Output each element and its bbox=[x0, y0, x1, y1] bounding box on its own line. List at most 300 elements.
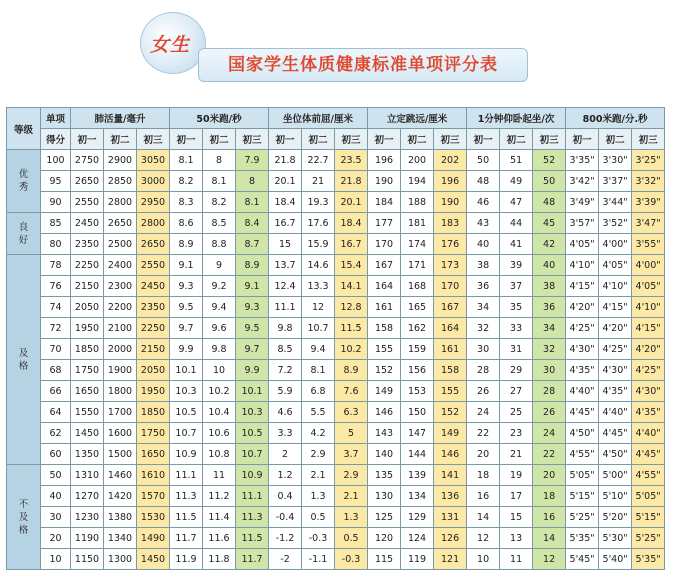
grade-header: 初三 bbox=[434, 129, 467, 150]
value-cell: 21 bbox=[302, 171, 335, 192]
value-cell: 32 bbox=[533, 339, 566, 360]
value-cell: 11.5 bbox=[335, 318, 368, 339]
grade-header: 初二 bbox=[401, 129, 434, 150]
score-cell: 20 bbox=[41, 528, 71, 549]
value-cell: 4.6 bbox=[269, 402, 302, 423]
value-cell: 8.9 bbox=[335, 360, 368, 381]
value-cell: 1750 bbox=[137, 423, 170, 444]
table-row bbox=[7, 549, 665, 570]
value-cell: 2 bbox=[269, 444, 302, 465]
value-cell: 10.7 bbox=[302, 318, 335, 339]
value-cell: 41 bbox=[500, 234, 533, 255]
score-cell: 50 bbox=[41, 465, 71, 486]
value-cell: 1300 bbox=[104, 549, 137, 570]
value-cell: 10.7 bbox=[170, 423, 203, 444]
table-row bbox=[7, 486, 665, 507]
value-cell: 3'42" bbox=[566, 171, 599, 192]
value-cell: 8.9 bbox=[236, 255, 269, 276]
value-cell: 1.3 bbox=[302, 486, 335, 507]
value-cell: 4'20" bbox=[632, 339, 665, 360]
value-cell: 11.1 bbox=[170, 465, 203, 486]
grade-header: 初一 bbox=[269, 129, 302, 150]
value-cell: 4'45" bbox=[566, 402, 599, 423]
value-cell: 8.3 bbox=[170, 192, 203, 213]
value-cell: 4'50" bbox=[599, 444, 632, 465]
value-cell: 9.6 bbox=[203, 318, 236, 339]
table-row bbox=[7, 528, 665, 549]
score-cell: 90 bbox=[41, 192, 71, 213]
value-cell: 1150 bbox=[71, 549, 104, 570]
table-row bbox=[7, 444, 665, 465]
value-cell: 8.1 bbox=[236, 192, 269, 213]
value-cell: 4'45" bbox=[599, 423, 632, 444]
level-label: 不 及 格 bbox=[7, 465, 41, 570]
value-cell: 181 bbox=[401, 213, 434, 234]
value-cell: 47 bbox=[500, 192, 533, 213]
value-cell: 4'05" bbox=[599, 255, 632, 276]
value-cell: 2250 bbox=[137, 318, 170, 339]
level-label: 及 格 bbox=[7, 255, 41, 465]
value-cell: 1.3 bbox=[335, 507, 368, 528]
value-cell: 22 bbox=[533, 444, 566, 465]
value-cell: 10.6 bbox=[203, 423, 236, 444]
value-cell: 1500 bbox=[104, 444, 137, 465]
header-item: 单项 bbox=[41, 108, 71, 129]
value-cell: 1380 bbox=[104, 507, 137, 528]
value-cell: 34 bbox=[467, 297, 500, 318]
value-cell: 26 bbox=[533, 402, 566, 423]
value-cell: 4'05" bbox=[632, 276, 665, 297]
value-cell: 5'35" bbox=[632, 549, 665, 570]
value-cell: 9 bbox=[203, 255, 236, 276]
value-cell: 48 bbox=[533, 192, 566, 213]
value-cell: 11.6 bbox=[203, 528, 236, 549]
value-cell: 1850 bbox=[137, 402, 170, 423]
value-cell: 2400 bbox=[104, 255, 137, 276]
value-cell: 11 bbox=[203, 465, 236, 486]
badge-label: 女生 bbox=[150, 34, 191, 56]
header-level: 等级 bbox=[7, 108, 41, 150]
value-cell: 4'25" bbox=[566, 318, 599, 339]
value-cell: 11.7 bbox=[170, 528, 203, 549]
value-cell: 1310 bbox=[71, 465, 104, 486]
value-cell: 10.1 bbox=[170, 360, 203, 381]
value-cell: 5'10" bbox=[599, 486, 632, 507]
value-cell: 2550 bbox=[71, 192, 104, 213]
value-cell: 2300 bbox=[104, 276, 137, 297]
value-cell: 5'35" bbox=[566, 528, 599, 549]
value-cell: 149 bbox=[434, 423, 467, 444]
value-cell: 190 bbox=[368, 171, 401, 192]
value-cell: 10.1 bbox=[236, 381, 269, 402]
value-cell: 152 bbox=[368, 360, 401, 381]
value-cell: 144 bbox=[401, 444, 434, 465]
value-cell: 46 bbox=[467, 192, 500, 213]
value-cell: 23.5 bbox=[335, 150, 368, 171]
value-cell: 161 bbox=[368, 297, 401, 318]
value-cell: 158 bbox=[368, 318, 401, 339]
score-cell: 74 bbox=[41, 297, 71, 318]
value-cell: 183 bbox=[434, 213, 467, 234]
header bbox=[0, 0, 686, 105]
value-cell: 9.7 bbox=[170, 318, 203, 339]
value-cell: 22.7 bbox=[302, 150, 335, 171]
value-cell: 11.5 bbox=[236, 528, 269, 549]
value-cell: 4'55" bbox=[566, 444, 599, 465]
value-cell: 5.9 bbox=[269, 381, 302, 402]
score-cell: 100 bbox=[41, 150, 71, 171]
value-cell: 12 bbox=[467, 528, 500, 549]
value-cell: 1530 bbox=[137, 507, 170, 528]
value-cell: 25 bbox=[500, 402, 533, 423]
value-cell: 161 bbox=[434, 339, 467, 360]
value-cell: 1750 bbox=[71, 360, 104, 381]
value-cell: 16.7 bbox=[335, 234, 368, 255]
grade-header: 初一 bbox=[566, 129, 599, 150]
value-cell: 38 bbox=[467, 255, 500, 276]
value-cell: 29 bbox=[500, 360, 533, 381]
score-cell: 64 bbox=[41, 402, 71, 423]
level-label: 良 好 bbox=[7, 213, 41, 255]
table-row bbox=[7, 276, 665, 297]
value-cell: 150 bbox=[401, 402, 434, 423]
value-cell: 4'40" bbox=[632, 423, 665, 444]
value-cell: 12 bbox=[533, 549, 566, 570]
table-row bbox=[7, 213, 665, 234]
value-cell: 125 bbox=[368, 507, 401, 528]
value-cell: 11 bbox=[500, 549, 533, 570]
value-cell: 4'20" bbox=[566, 297, 599, 318]
value-cell: 8.7 bbox=[236, 234, 269, 255]
value-cell: 135 bbox=[368, 465, 401, 486]
value-cell: 4'55" bbox=[632, 465, 665, 486]
value-cell: 8.1 bbox=[302, 360, 335, 381]
value-cell: 4'45" bbox=[632, 444, 665, 465]
score-cell: 76 bbox=[41, 276, 71, 297]
value-cell: -0.4 bbox=[269, 507, 302, 528]
score-table bbox=[6, 107, 665, 570]
value-cell: 3'57" bbox=[566, 213, 599, 234]
value-cell: 129 bbox=[401, 507, 434, 528]
value-cell: 177 bbox=[368, 213, 401, 234]
value-cell: 4'00" bbox=[599, 234, 632, 255]
value-cell: 2150 bbox=[137, 339, 170, 360]
value-cell: 14 bbox=[467, 507, 500, 528]
value-cell: 196 bbox=[368, 150, 401, 171]
value-cell: 1420 bbox=[104, 486, 137, 507]
level-label: 优 秀 bbox=[7, 150, 41, 213]
value-cell: 5'15" bbox=[632, 507, 665, 528]
value-cell: 171 bbox=[401, 255, 434, 276]
value-cell: 2550 bbox=[137, 255, 170, 276]
value-cell: 50 bbox=[533, 171, 566, 192]
value-cell: 10 bbox=[467, 549, 500, 570]
value-cell: 21.8 bbox=[335, 171, 368, 192]
value-cell: 12.8 bbox=[335, 297, 368, 318]
value-cell: 8.6 bbox=[170, 213, 203, 234]
value-cell: 4'50" bbox=[566, 423, 599, 444]
value-cell: 11.9 bbox=[170, 549, 203, 570]
score-cell: 70 bbox=[41, 339, 71, 360]
value-cell: 1460 bbox=[104, 465, 137, 486]
value-cell: 2500 bbox=[104, 234, 137, 255]
value-cell: 10.3 bbox=[170, 381, 203, 402]
value-cell: 21.8 bbox=[269, 150, 302, 171]
value-cell: 1340 bbox=[104, 528, 137, 549]
value-cell: 50 bbox=[467, 150, 500, 171]
value-cell: 45 bbox=[533, 213, 566, 234]
value-cell: 0.4 bbox=[269, 486, 302, 507]
grade-header: 初三 bbox=[137, 129, 170, 150]
value-cell: 33 bbox=[500, 318, 533, 339]
value-cell: 19 bbox=[500, 465, 533, 486]
value-cell: 188 bbox=[401, 192, 434, 213]
value-cell: 155 bbox=[434, 381, 467, 402]
header-score: 得分 bbox=[41, 129, 71, 150]
value-cell: 5'05" bbox=[632, 486, 665, 507]
value-cell: 146 bbox=[368, 402, 401, 423]
score-cell: 40 bbox=[41, 486, 71, 507]
header-item-5: 800米跑/分.秒 bbox=[566, 108, 665, 129]
value-cell: 164 bbox=[368, 276, 401, 297]
value-cell: 24 bbox=[467, 402, 500, 423]
value-cell: 153 bbox=[401, 381, 434, 402]
header-item-0: 肺活量/毫升 bbox=[71, 108, 170, 129]
value-cell: 5'25" bbox=[566, 507, 599, 528]
grade-header: 初一 bbox=[368, 129, 401, 150]
value-cell: 10.4 bbox=[203, 402, 236, 423]
grade-header: 初一 bbox=[71, 129, 104, 150]
value-cell: 121 bbox=[434, 549, 467, 570]
table-row bbox=[7, 381, 665, 402]
value-cell: 1650 bbox=[137, 444, 170, 465]
value-cell: 6.3 bbox=[335, 402, 368, 423]
value-cell: 4'05" bbox=[566, 234, 599, 255]
value-cell: 20 bbox=[533, 465, 566, 486]
value-cell: 2950 bbox=[137, 192, 170, 213]
page-title: 国家学生体质健康标准单项评分表 bbox=[228, 55, 498, 75]
score-cell: 62 bbox=[41, 423, 71, 444]
value-cell: 20 bbox=[467, 444, 500, 465]
value-cell: 3'32" bbox=[632, 171, 665, 192]
grade-header: 初二 bbox=[104, 129, 137, 150]
value-cell: 4'15" bbox=[632, 318, 665, 339]
value-cell: 10.2 bbox=[335, 339, 368, 360]
value-cell: 2200 bbox=[104, 297, 137, 318]
value-cell: 22 bbox=[467, 423, 500, 444]
table-row bbox=[7, 150, 665, 171]
value-cell: 1190 bbox=[71, 528, 104, 549]
value-cell: 3'30" bbox=[599, 150, 632, 171]
value-cell: 2450 bbox=[137, 276, 170, 297]
value-cell: 5 bbox=[335, 423, 368, 444]
grade-header: 初三 bbox=[533, 129, 566, 150]
value-cell: 5'00" bbox=[599, 465, 632, 486]
value-cell: 190 bbox=[434, 192, 467, 213]
value-cell: 9.7 bbox=[236, 339, 269, 360]
value-cell: 9.2 bbox=[203, 276, 236, 297]
value-cell: 1550 bbox=[71, 402, 104, 423]
value-cell: 4'35" bbox=[599, 381, 632, 402]
value-cell: 2850 bbox=[104, 171, 137, 192]
value-cell: 170 bbox=[434, 276, 467, 297]
value-cell: 3'47" bbox=[632, 213, 665, 234]
value-cell: 4.2 bbox=[302, 423, 335, 444]
value-cell: 9.4 bbox=[302, 339, 335, 360]
value-cell: 4'30" bbox=[632, 381, 665, 402]
table-row bbox=[7, 318, 665, 339]
value-cell: 3'35" bbox=[566, 150, 599, 171]
value-cell: 8.8 bbox=[203, 234, 236, 255]
value-cell: 11.8 bbox=[203, 549, 236, 570]
value-cell: 8 bbox=[203, 150, 236, 171]
title-banner bbox=[198, 48, 528, 82]
value-cell: -0.3 bbox=[302, 528, 335, 549]
value-cell: 3050 bbox=[137, 150, 170, 171]
value-cell: 4'30" bbox=[566, 339, 599, 360]
value-cell: 12.4 bbox=[269, 276, 302, 297]
grade-header: 初二 bbox=[500, 129, 533, 150]
value-cell: -0.3 bbox=[335, 549, 368, 570]
value-cell: 164 bbox=[434, 318, 467, 339]
value-cell: 1950 bbox=[137, 381, 170, 402]
value-cell: 37 bbox=[500, 276, 533, 297]
value-cell: 1270 bbox=[71, 486, 104, 507]
value-cell: 1450 bbox=[71, 423, 104, 444]
value-cell: 4'40" bbox=[599, 402, 632, 423]
grade-header: 初一 bbox=[170, 129, 203, 150]
value-cell: 200 bbox=[401, 150, 434, 171]
value-cell: 42 bbox=[533, 234, 566, 255]
value-cell: 12 bbox=[302, 297, 335, 318]
value-cell: 130 bbox=[368, 486, 401, 507]
value-cell: 9.1 bbox=[170, 255, 203, 276]
value-cell: 1450 bbox=[137, 549, 170, 570]
value-cell: 5'30" bbox=[599, 528, 632, 549]
value-cell: 2800 bbox=[104, 192, 137, 213]
value-cell: 9.5 bbox=[170, 297, 203, 318]
value-cell: 34 bbox=[533, 318, 566, 339]
value-cell: 18 bbox=[533, 486, 566, 507]
value-cell: 15 bbox=[500, 507, 533, 528]
value-cell: 1610 bbox=[137, 465, 170, 486]
value-cell: 0.5 bbox=[335, 528, 368, 549]
table-row bbox=[7, 171, 665, 192]
value-cell: 8.5 bbox=[203, 213, 236, 234]
value-cell: 168 bbox=[401, 276, 434, 297]
value-cell: 19.3 bbox=[302, 192, 335, 213]
value-cell: 165 bbox=[401, 297, 434, 318]
value-cell: 5'15" bbox=[566, 486, 599, 507]
value-cell: 115 bbox=[368, 549, 401, 570]
value-cell: 158 bbox=[434, 360, 467, 381]
value-cell: 155 bbox=[368, 339, 401, 360]
value-cell: 2.1 bbox=[335, 486, 368, 507]
header-item-1: 50米跑/秒 bbox=[170, 108, 269, 129]
value-cell: 5.5 bbox=[302, 402, 335, 423]
header-item-3: 立定跳远/厘米 bbox=[368, 108, 467, 129]
value-cell: 1570 bbox=[137, 486, 170, 507]
value-cell: 4'25" bbox=[599, 339, 632, 360]
value-cell: 173 bbox=[434, 255, 467, 276]
value-cell: 48 bbox=[467, 171, 500, 192]
value-cell: 11.3 bbox=[236, 507, 269, 528]
table-row bbox=[7, 192, 665, 213]
value-cell: 124 bbox=[401, 528, 434, 549]
value-cell: 2650 bbox=[137, 234, 170, 255]
value-cell: 7.2 bbox=[269, 360, 302, 381]
value-cell: 15 bbox=[269, 234, 302, 255]
value-cell: 18.4 bbox=[269, 192, 302, 213]
table-row bbox=[7, 507, 665, 528]
grade-header: 初三 bbox=[335, 129, 368, 150]
value-cell: 8.5 bbox=[269, 339, 302, 360]
value-cell: 9.4 bbox=[203, 297, 236, 318]
value-cell: 10.7 bbox=[236, 444, 269, 465]
value-cell: 2250 bbox=[71, 255, 104, 276]
value-cell: 131 bbox=[434, 507, 467, 528]
value-cell: 4'10" bbox=[632, 297, 665, 318]
value-cell: 2.9 bbox=[302, 444, 335, 465]
value-cell: 18 bbox=[467, 465, 500, 486]
value-cell: 1900 bbox=[104, 360, 137, 381]
value-cell: 2650 bbox=[104, 213, 137, 234]
value-cell: 2050 bbox=[137, 360, 170, 381]
value-cell: 134 bbox=[401, 486, 434, 507]
score-cell: 30 bbox=[41, 507, 71, 528]
value-cell: 202 bbox=[434, 150, 467, 171]
value-cell: 194 bbox=[401, 171, 434, 192]
value-cell: 3.7 bbox=[335, 444, 368, 465]
value-cell: 1650 bbox=[71, 381, 104, 402]
value-cell: -1.1 bbox=[302, 549, 335, 570]
value-cell: -2 bbox=[269, 549, 302, 570]
value-cell: 8 bbox=[236, 171, 269, 192]
score-cell: 80 bbox=[41, 234, 71, 255]
value-cell: 4'35" bbox=[632, 402, 665, 423]
value-cell: 8.2 bbox=[203, 192, 236, 213]
value-cell: 140 bbox=[368, 444, 401, 465]
value-cell: 8.2 bbox=[170, 171, 203, 192]
value-cell: 13 bbox=[500, 528, 533, 549]
value-cell: 10.2 bbox=[203, 381, 236, 402]
value-cell: 120 bbox=[368, 528, 401, 549]
value-cell: 8.9 bbox=[170, 234, 203, 255]
table-row bbox=[7, 465, 665, 486]
value-cell: 2900 bbox=[104, 150, 137, 171]
value-cell: 1490 bbox=[137, 528, 170, 549]
grade-header: 初三 bbox=[632, 129, 665, 150]
value-cell: 4'10" bbox=[566, 255, 599, 276]
score-cell: 95 bbox=[41, 171, 71, 192]
value-cell: 8.4 bbox=[236, 213, 269, 234]
value-cell: 21 bbox=[500, 444, 533, 465]
value-cell: 2150 bbox=[71, 276, 104, 297]
value-cell: 9.1 bbox=[236, 276, 269, 297]
header-item-4: 1分钟仰卧起坐/次 bbox=[467, 108, 566, 129]
value-cell: 20.1 bbox=[269, 171, 302, 192]
value-cell: 10.5 bbox=[236, 423, 269, 444]
value-cell: 4'30" bbox=[599, 360, 632, 381]
table-row bbox=[7, 402, 665, 423]
value-cell: 17.6 bbox=[302, 213, 335, 234]
score-cell: 60 bbox=[41, 444, 71, 465]
value-cell: 10.9 bbox=[236, 465, 269, 486]
value-cell: 13.7 bbox=[269, 255, 302, 276]
value-cell: 10.3 bbox=[236, 402, 269, 423]
value-cell: 39 bbox=[500, 255, 533, 276]
value-cell: 30 bbox=[467, 339, 500, 360]
